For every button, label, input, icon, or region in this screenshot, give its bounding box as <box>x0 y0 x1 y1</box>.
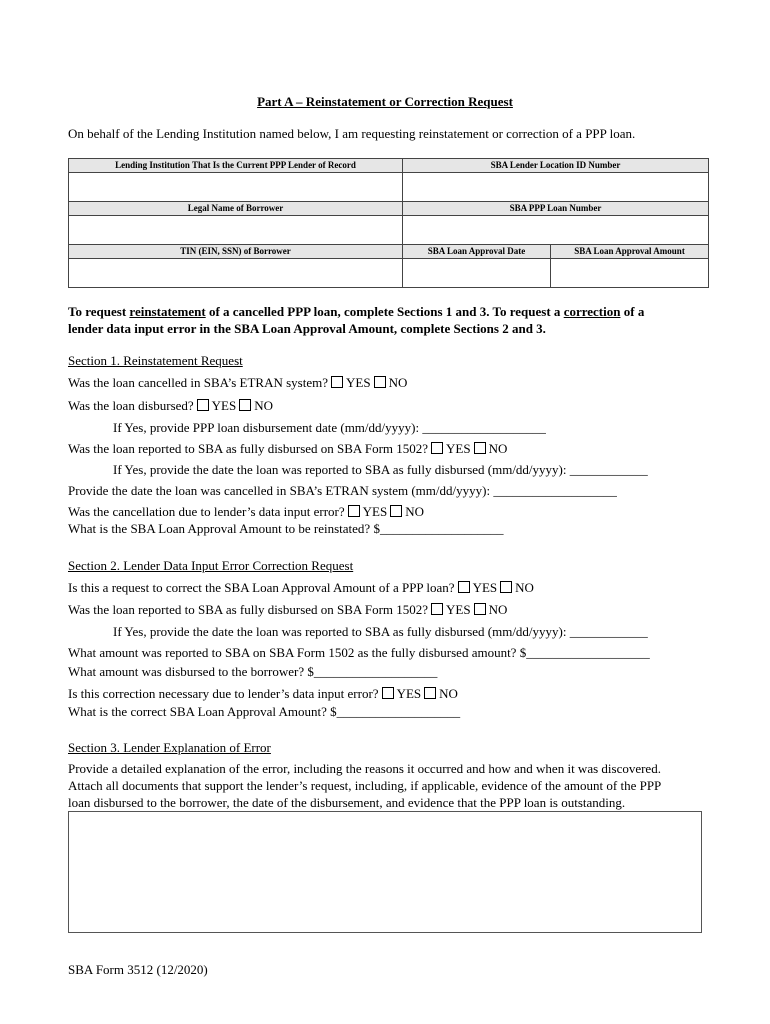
loan-number-field[interactable] <box>403 216 709 245</box>
instructions-line-1: To request reinstatement of a cancelled PPP loan, complete Sections 1 and 3. To request a correction of a <box>68 304 645 319</box>
checkbox[interactable] <box>197 399 209 411</box>
checkbox[interactable] <box>331 376 343 388</box>
s2-q4: What amount was disbursed to the borrower? $___________________ <box>68 664 438 679</box>
checkbox[interactable] <box>431 442 443 454</box>
checkbox[interactable] <box>348 505 360 517</box>
s3-line-2: Attach all documents that support the lender’s request, including, if applicable, evidence of the amount of the PPP <box>68 778 662 793</box>
s3-line-3: loan disbursed to the borrower, the date of the disbursement, and evidence that the PPP loan is outstanding. <box>68 795 626 810</box>
explanation-textarea[interactable] <box>68 811 702 933</box>
s1-q2: Was the loan disbursed? YES NO <box>68 398 274 413</box>
approval-date-header: SBA Loan Approval Date <box>403 245 551 259</box>
borrower-header: Legal Name of Borrower <box>69 202 403 216</box>
approval-amount-field[interactable] <box>551 259 709 288</box>
location-id-header: SBA Lender Location ID Number <box>403 159 709 173</box>
page-title: Part A – Reinstatement or Correction Request <box>257 94 513 109</box>
approval-amount-header: SBA Loan Approval Amount <box>551 245 709 259</box>
intro-text: On behalf of the Lending Institution named below, I am requesting reinstatement or correction of a PPP loan. <box>68 126 636 141</box>
s1-q3a: If Yes, provide the date the loan was reported to SBA as fully disbursed (mm/dd/yyyy): ____________ <box>113 462 648 477</box>
section-3-text <box>68 760 708 811</box>
borrower-field[interactable] <box>69 216 403 245</box>
tin-field[interactable] <box>69 259 403 288</box>
location-id-field[interactable] <box>403 173 709 202</box>
s1-q1: Was the loan cancelled in SBA’s ETRAN system? YES NO <box>68 375 408 390</box>
s1-q3: Was the loan reported to SBA as fully disbursed on SBA Form 1502? YES NO <box>68 441 508 456</box>
checkbox[interactable] <box>458 581 470 593</box>
checkbox[interactable] <box>390 505 402 517</box>
s1-q5: Was the cancellation due to lender’s data input error? YES NO <box>68 504 424 519</box>
tin-header: TIN (EIN, SSN) of Borrower <box>69 245 403 259</box>
checkbox[interactable] <box>474 442 486 454</box>
lender-field[interactable] <box>69 173 403 202</box>
s2-q6: What is the correct SBA Loan Approval Amount? $___________________ <box>68 704 461 719</box>
s1-q2a: If Yes, provide PPP loan disbursement date (mm/dd/yyyy): ___________________ <box>113 420 546 435</box>
loan-info-table <box>68 158 709 288</box>
instructions-line-2: lender data input error in the SBA Loan Approval Amount, complete Sections 2 and 3. <box>68 321 546 336</box>
checkbox[interactable] <box>474 603 486 615</box>
checkbox[interactable] <box>424 687 436 699</box>
lender-header: Lending Institution That Is the Current PPP Lender of Record <box>69 159 403 173</box>
s2-q2a: If Yes, provide the date the loan was reported to SBA as fully disbursed (mm/dd/yyyy): ____________ <box>113 624 648 639</box>
section-2-heading: Section 2. Lender Data Input Error Correction Request <box>68 558 354 573</box>
s2-q2: Was the loan reported to SBA as fully disbursed on SBA Form 1502? YES NO <box>68 602 508 617</box>
section-1-heading: Section 1. Reinstatement Request <box>68 353 243 368</box>
section-3-heading: Section 3. Lender Explanation of Error <box>68 740 271 755</box>
s3-line-1: Provide a detailed explanation of the error, including the reasons it occurred and how and when it was discovered. <box>68 761 661 776</box>
checkbox[interactable] <box>374 376 386 388</box>
checkbox[interactable] <box>239 399 251 411</box>
s2-q3: What amount was reported to SBA on SBA Form 1502 as the fully disbursed amount? $___________________ <box>68 645 650 660</box>
checkbox[interactable] <box>382 687 394 699</box>
s1-q4: Provide the date the loan was cancelled in SBA’s ETRAN system (mm/dd/yyyy): ___________________ <box>68 483 617 498</box>
checkbox[interactable] <box>431 603 443 615</box>
loan-number-header: SBA PPP Loan Number <box>403 202 709 216</box>
footer-form-number: SBA Form 3512 (12/2020) <box>68 962 208 977</box>
checkbox[interactable] <box>500 581 512 593</box>
approval-date-field[interactable] <box>403 259 551 288</box>
s2-q5: Is this correction necessary due to lender’s data input error? YES NO <box>68 686 458 701</box>
s2-q1: Is this a request to correct the SBA Loan Approval Amount of a PPP loan? YES NO <box>68 580 534 595</box>
s1-q6: What is the SBA Loan Approval Amount to be reinstated? $___________________ <box>68 521 504 536</box>
